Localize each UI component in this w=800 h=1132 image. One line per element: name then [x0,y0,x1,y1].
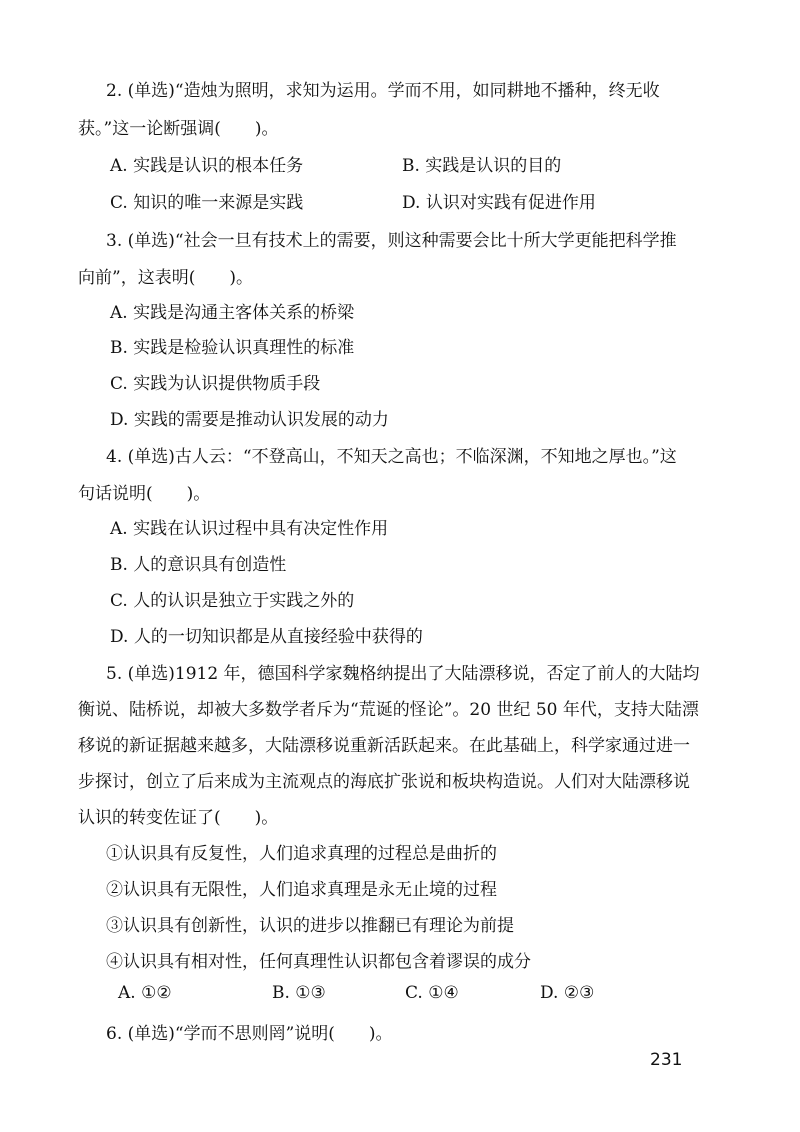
question-3-option-b: B. 实践是检验认识真理性的标准 [110,338,355,358]
question-4-option-b: B. 人的意识具有创造性 [110,555,287,575]
question-3-option-a: A. 实践是沟通主客体关系的桥梁 [110,303,355,323]
question-4-option-c: C. 人的认识是独立于实践之外的 [110,591,355,611]
question-5-line-1: 5. (单选)1912 年，德国科学家魏格纳提出了大陆漂移说，否定了前人的大陆均 [106,664,700,684]
question-5-line-3: 移说的新证据越来越多，大陆漂移说重新活跃起来。在此基础上，科学家通过进一 [78,736,690,756]
question-5-statement-4: ④认识具有相对性，任何真理性认识都包含着谬误的成分 [106,952,531,972]
question-5-option-a: A. ①② [118,983,172,1003]
question-5-option-d: D. ②③ [540,983,595,1003]
question-3-option-d: D. 实践的需要是推动认识发展的动力 [110,410,389,430]
question-2-option-a: A. 实践是认识的根本任务 [110,156,304,176]
question-5-line-4: 步探讨，创立了后来成为主流观点的海底扩张说和板块构造说。人们对大陆漂移说 [78,772,690,792]
question-6-line-1: 6. (单选)“学而不思则罔”说明( )。 [106,1024,393,1044]
question-4-line-1: 4. (单选)古人云：“不登高山，不知天之高也；不临深渊，不知地之厚也。”这 [106,447,677,467]
question-2-option-d: D. 认识对实践有促进作用 [402,193,596,213]
question-2-option-b: B. 实践是认识的目的 [402,156,562,176]
question-4-option-a: A. 实践在认识过程中具有决定性作用 [110,519,389,539]
question-4-line-2: 句话说明( )。 [78,484,211,504]
question-3-line-1: 3. (单选)“社会一旦有技术上的需要，则这种需要会比十所大学更能把科学推 [106,231,677,251]
question-5-line-5: 认识的转变佐证了( )。 [78,808,279,828]
question-5-statement-3: ③认识具有创新性，认识的进步以推翻已有理论为前提 [106,916,514,936]
question-5-statement-2: ②认识具有无限性，人们追求真理是永无止境的过程 [106,880,497,900]
question-5-statement-1: ①认识具有反复性，人们追求真理的过程总是曲折的 [106,844,497,864]
question-2-line-1: 2. (单选)“造烛为照明，求知为运用。学而不用，如同耕地不播种，终无收 [106,81,660,101]
question-5-option-b: B. ①③ [272,983,326,1003]
question-5-option-c: C. ①④ [405,983,459,1003]
question-3-line-2: 向前”，这表明( )。 [78,268,253,288]
page-number: 231 [650,1050,683,1070]
question-4-option-d: D. 人的一切知识都是从直接经验中获得的 [110,627,423,647]
question-5-line-2: 衡说、陆桥说，却被大多数学者斥为“荒诞的怪论”。20 世纪 50 年代，支持大陆漂 [78,700,699,720]
question-3-option-c: C. 实践为认识提供物质手段 [110,374,321,394]
question-2-option-c: C. 知识的唯一来源是实践 [110,193,304,213]
question-2-line-2: 获。”这一论断强调( )。 [78,119,279,139]
